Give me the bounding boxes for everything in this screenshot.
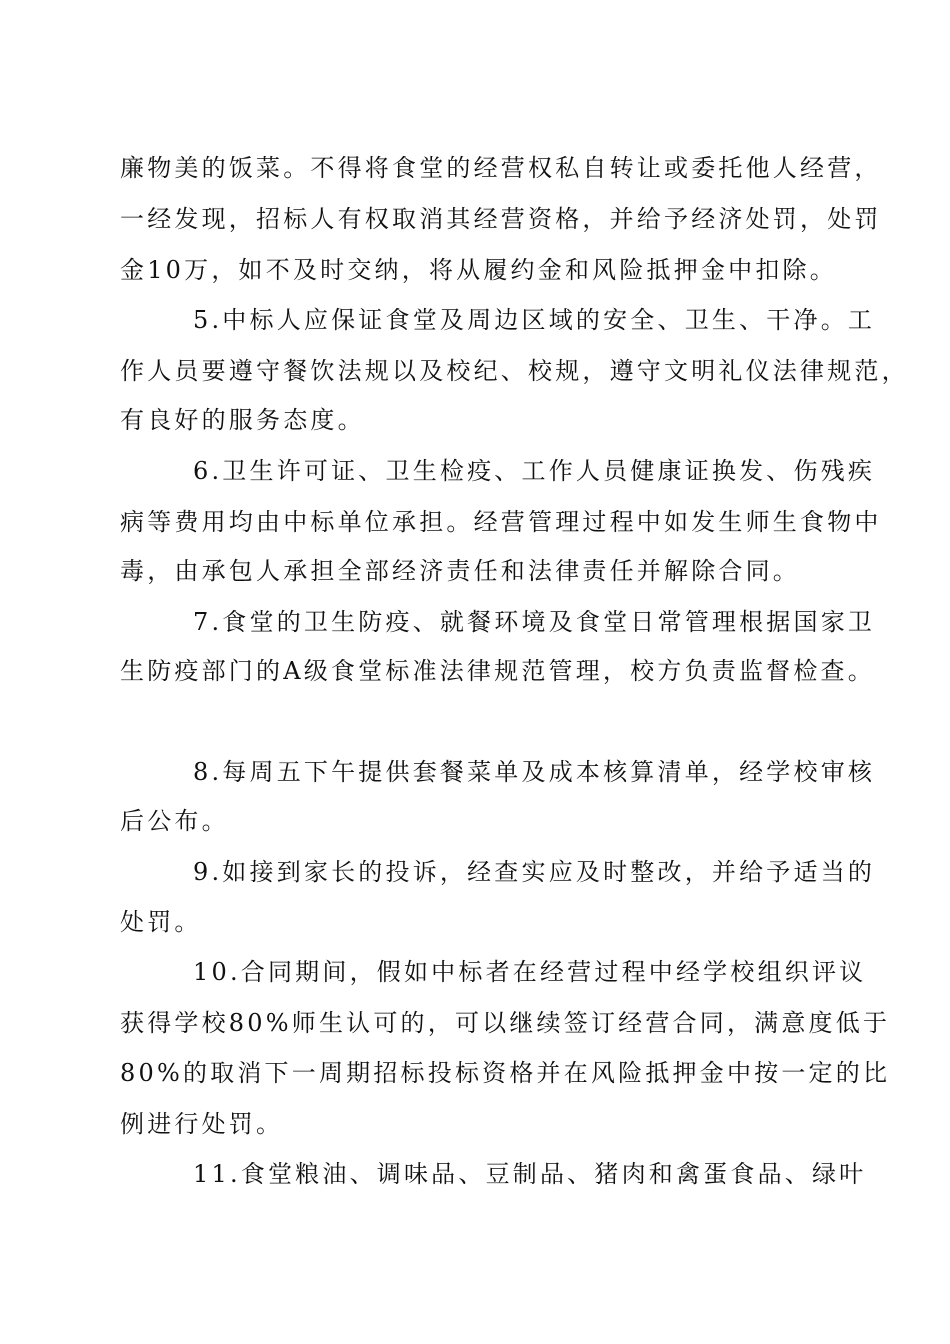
text-line: 10.合同期间，假如中标者在经营过程中经学校组织评议 — [193, 958, 867, 986]
text-line: 7.食堂的卫生防疫、就餐环境及食堂日常管理根据国家卫 — [193, 608, 876, 636]
text-line: 有良好的服务态度。 — [120, 406, 365, 434]
text-line: 11.食堂粮油、调味品、豆制品、猪肉和禽蛋食品、绿叶 — [193, 1160, 867, 1188]
text-line: 毒，由承包人承担全部经济责任和法律责任并解除合同。 — [120, 557, 800, 585]
text-line: 处罚。 — [120, 908, 202, 936]
text-line: 廉物美的饭菜。不得将食堂的经营权私自转让或委托他人经营， — [120, 154, 882, 182]
text-line: 6.卫生许可证、卫生检疫、工作人员健康证换发、伤残疾 — [193, 457, 876, 485]
text-line: 9.如接到家长的投诉，经查实应及时整改，并给予适当的 — [193, 858, 876, 886]
text-line: 金10万，如不及时交纳，将从履约金和风险抵押金中扣除。 — [120, 256, 837, 284]
text-line: 后公布。 — [120, 807, 229, 835]
text-line: 生防疫部门的A级食堂标准法律规范管理，校方负责监督检查。 — [120, 657, 875, 685]
text-line: 作人员要遵守餐饮法规以及校纪、校规，遵守文明礼仪法律规范， — [120, 357, 909, 385]
text-line: 病等费用均由中标单位承担。经营管理过程中如发生师生食物中 — [120, 508, 882, 536]
text-line: 一经发现，招标人有权取消其经营资格，并给予经济处罚，处罚 — [120, 205, 882, 233]
text-line: 5.中标人应保证食堂及周边区域的安全、卫生、干净。工 — [193, 306, 876, 334]
text-line: 获得学校80%师生认可的，可以继续签订经营合同，满意度低于 — [120, 1009, 891, 1037]
text-line: 8.每周五下午提供套餐菜单及成本核算清单，经学校审核 — [193, 758, 876, 786]
text-line: 例进行处罚。 — [120, 1110, 284, 1138]
text-line: 80%的取消下一周期招标投标资格并在风险抵押金中按一定的比 — [120, 1059, 891, 1087]
